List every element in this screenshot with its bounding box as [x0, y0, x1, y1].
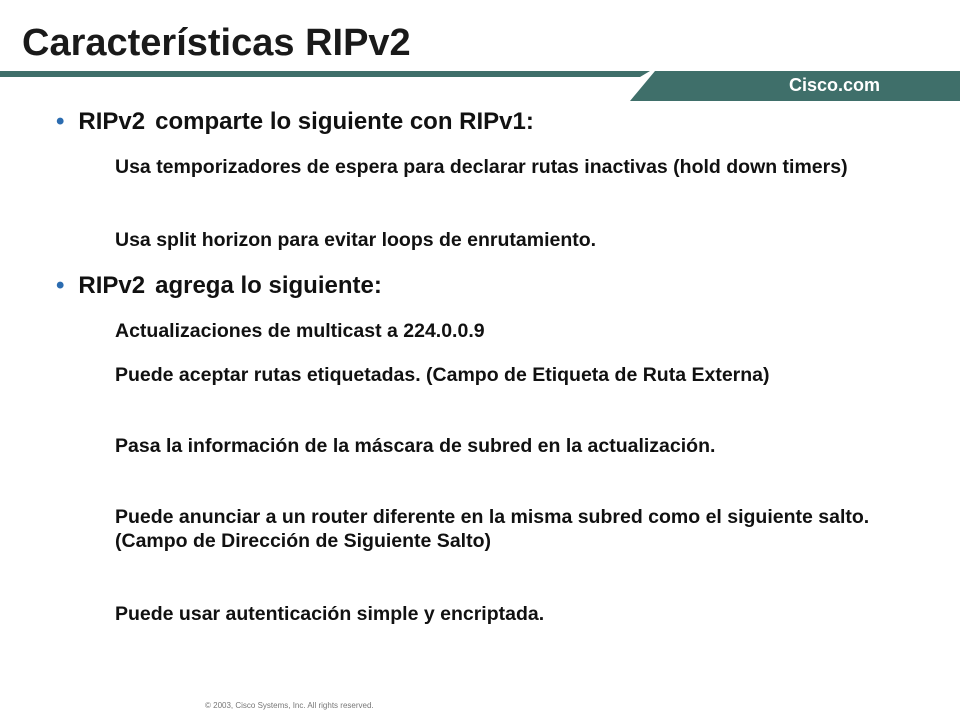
sub-item: Pasa la información de la máscara de subred en la actualización.	[115, 435, 716, 457]
bullet-keyword: RIPv2	[78, 272, 146, 299]
bullet-dot-icon: •	[56, 272, 65, 299]
bullet-keyword: RIPv2	[78, 108, 146, 135]
bullet-text: agrega lo siguiente:	[155, 272, 382, 299]
header-thin-bar	[0, 71, 650, 77]
sub-item: Actualizaciones de multicast a 224.0.0.9	[115, 320, 485, 342]
sub-item: Usa split horizon para evitar loops de enrutamiento.	[115, 229, 597, 251]
bullet-text: comparte lo siguiente con RIPv1:	[155, 108, 534, 135]
sub-item: Puede anunciar a un router diferente en la misma subred como el siguiente salto. (Campo de Dirección de Siguiente Salto)	[115, 506, 870, 552]
sub-item: Puede aceptar rutas etiquetadas. (Campo de Etiqueta de Ruta Externa)	[115, 364, 770, 386]
bullet-2	[56, 272, 382, 300]
sub-item: Usa temporizadores de espera para declarar rutas inactivas (hold down timers)	[115, 156, 848, 178]
sub-item: Puede usar autenticación simple y encriptada.	[115, 603, 545, 625]
slide-title: Características RIPv2	[22, 22, 411, 64]
bullet-dot-icon: •	[56, 108, 65, 135]
copyright-footer: © 2003, Cisco Systems, Inc. All rights reserved.	[205, 701, 374, 710]
cisco-brand-label: Cisco.com	[788, 75, 880, 95]
bullet-1	[56, 108, 534, 136]
